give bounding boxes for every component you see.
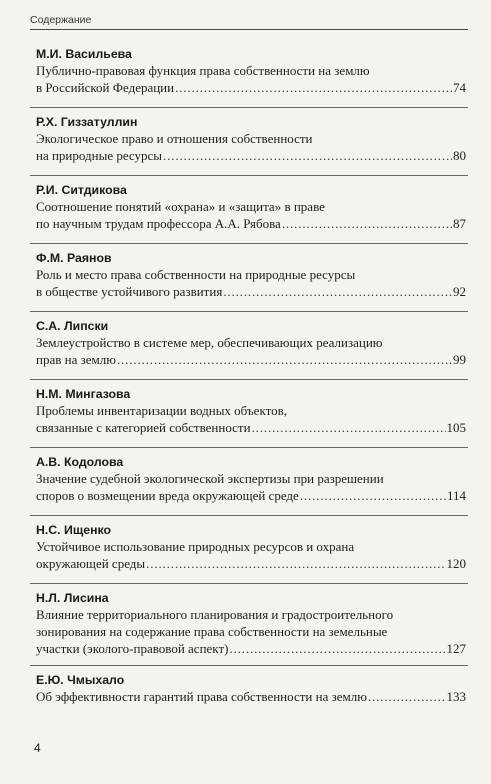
title-line: Значение судебной экологической экспертизы при разрешении (36, 471, 384, 486)
entry-author: Н.М. Мингазова (36, 387, 131, 401)
title-line: Роль и место права собственности на природные ресурсы (36, 267, 356, 282)
title-last-line (36, 640, 466, 657)
dot-leader (282, 215, 452, 232)
entry-title (36, 402, 468, 436)
title-line: на природные ресурсы (36, 148, 163, 163)
toc-entry (30, 584, 468, 666)
title-line: Публично-правовая функция права собственности на землю (36, 63, 370, 78)
dot-leader (229, 640, 445, 657)
title-line: Устойчивое использование природных ресурсов и охрана (36, 539, 355, 554)
title-last-line (36, 215, 466, 232)
table-of-contents (30, 40, 468, 719)
entry-title (36, 130, 468, 164)
dot-leader (300, 487, 446, 504)
title-line: по научным трудам профессора А.А. Рябова (36, 216, 281, 231)
toc-entry (30, 516, 468, 584)
page-reference: 133 (446, 689, 466, 704)
title-line: окружающей среды (36, 556, 146, 571)
entry-author: С.А. Липски (36, 319, 109, 333)
dot-leader (223, 283, 452, 300)
title-line: в Российской Федерации (36, 80, 175, 95)
entry-author: Ф.М. Раянов (36, 251, 112, 265)
title-line: споров о возмещении вреда окружающей среде (36, 488, 299, 503)
title-line: Соотношение понятий «охрана» и «защита» в праве (36, 199, 325, 214)
toc-entry (30, 108, 468, 176)
toc-entry (30, 244, 468, 312)
title-last-line (36, 283, 466, 300)
title-last-line (36, 351, 466, 368)
entry-title (36, 470, 468, 504)
title-line: Проблемы инвентаризации водных объектов, (36, 403, 287, 418)
page-reference: 74 (453, 80, 466, 95)
title-line: в обществе устойчивого развития (36, 284, 223, 299)
title-last-line (36, 555, 466, 572)
dot-leader (175, 79, 452, 96)
running-header: Содержание (30, 14, 468, 30)
page-reference: 114 (446, 488, 466, 503)
entry-author: Н.Л. Лисина (36, 591, 109, 605)
page-reference: 120 (446, 556, 466, 571)
entry-title (36, 62, 468, 96)
dot-leader (252, 419, 446, 436)
entry-author: Е.Ю. Чмыхало (36, 673, 125, 687)
page-reference: 80 (453, 148, 466, 163)
entry-author: А.В. Кодолова (36, 455, 124, 469)
title-last-line (36, 688, 466, 705)
title-last-line (36, 487, 466, 504)
title-line: прав на землю (36, 352, 116, 367)
entry-author: Н.С. Ищенко (36, 523, 111, 537)
entry-title (36, 688, 468, 705)
toc-entry (30, 312, 468, 380)
toc-entry (30, 40, 468, 108)
toc-entry (30, 380, 468, 448)
title-line: Влияние территориального планирования и градостроительного (36, 607, 394, 622)
title-line: Об эффективности гарантий права собственности на землю (36, 689, 367, 704)
entry-title (36, 538, 468, 572)
dot-leader (163, 147, 452, 164)
title-line: зонирования на содержание права собственности на земельные (36, 624, 388, 639)
entry-title (36, 606, 468, 657)
entry-title (36, 334, 468, 368)
dot-leader (146, 555, 445, 572)
title-line: участки (эколого-правовой аспект) (36, 641, 229, 656)
page-reference: 127 (446, 641, 466, 656)
dot-leader (117, 351, 452, 368)
entry-author: М.И. Васильева (36, 47, 132, 61)
title-last-line (36, 79, 466, 96)
title-last-line (36, 419, 466, 436)
title-line: Экологическое право и отношения собственности (36, 131, 313, 146)
title-last-line (36, 147, 466, 164)
toc-entry (30, 176, 468, 244)
dot-leader (368, 688, 446, 705)
entry-author: Р.И. Ситдикова (36, 183, 127, 197)
page-reference: 105 (446, 420, 466, 435)
entry-title (36, 198, 468, 232)
entry-author: Р.Х. Гиззатуллин (36, 115, 138, 129)
page-number: 4 (34, 741, 41, 755)
page-reference: 87 (453, 216, 466, 231)
toc-entry (30, 448, 468, 516)
entry-title (36, 266, 468, 300)
toc-entry (30, 666, 468, 719)
page-reference: 99 (453, 352, 466, 367)
title-line: связанные с категорией собственности (36, 420, 251, 435)
page-reference: 92 (453, 284, 466, 299)
title-line: Землеустройство в системе мер, обеспечивающих реализацию (36, 335, 383, 350)
